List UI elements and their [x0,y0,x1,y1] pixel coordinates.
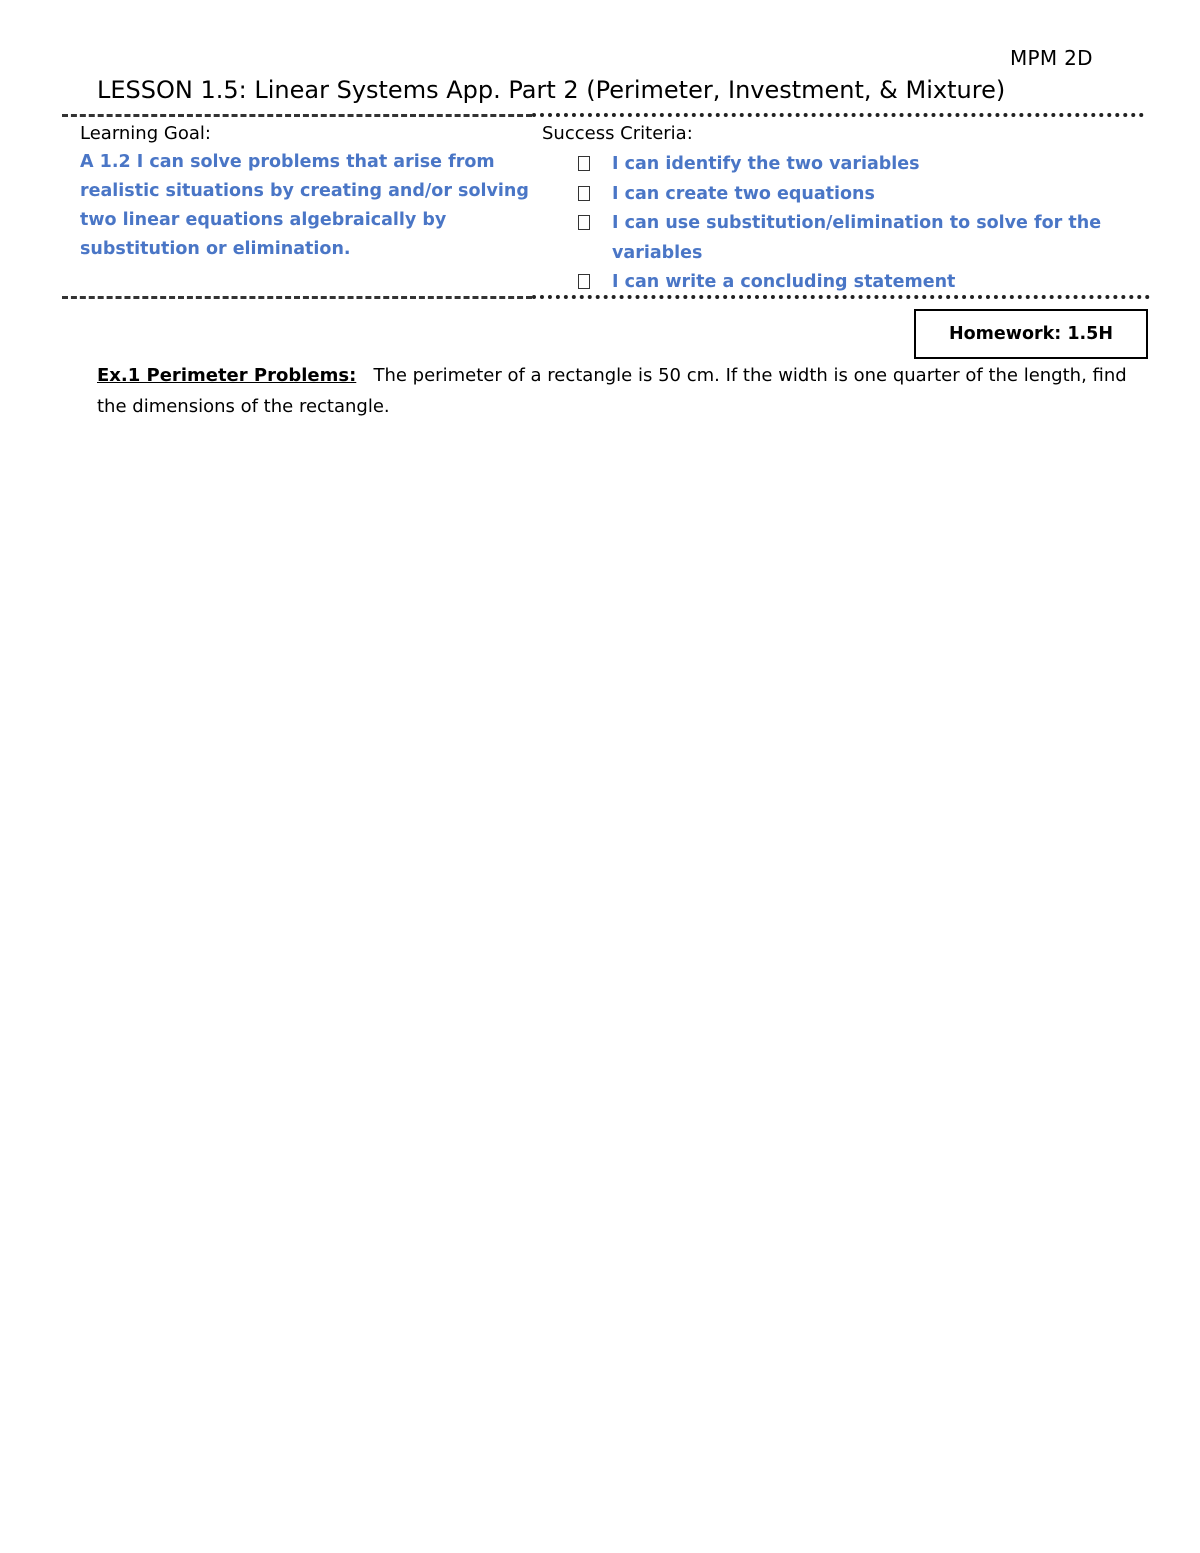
checkbox-icon[interactable] [578,156,590,171]
bottom-divider-dashed [62,296,532,299]
example-1-label: Ex.1 Perimeter Problems: [97,365,357,386]
success-criteria-heading: Success Criteria: [542,123,693,144]
example-1-spacer [362,365,368,386]
criteria-label: I can identify the two variables [612,154,920,174]
criteria-item [576,209,1136,268]
checkbox-icon[interactable] [578,274,590,289]
criteria-item [576,180,1136,210]
lesson-title: LESSON 1.5: Linear Systems App. Part 2 (Perimeter, Investment, & Mixture) [97,76,1006,104]
criteria-label: I can write a concluding statement [612,272,956,292]
top-divider-dashed [62,114,532,117]
homework-label: Homework: 1.5H [949,324,1113,344]
example-1 [97,360,1127,422]
success-criteria-list [576,150,1136,298]
bottom-divider-dotted [532,295,1150,299]
example-1-text: The perimeter of a rectangle is 50 cm. If the width is one quarter of the length, find the dimensions of the rectangle. [97,365,1127,417]
learning-goal-heading: Learning Goal: [80,123,211,144]
criteria-item [576,268,1136,298]
criteria-label: I can create two equations [612,183,875,204]
learning-goal-text: A 1.2 I can solve problems that arise from realistic situations by creating and/or solving two linear equations algebraically by substitution or elimination. [80,152,529,259]
criteria-item [576,150,1136,180]
checkbox-icon[interactable] [578,186,590,201]
checkbox-icon[interactable] [578,215,590,230]
homework-box [914,309,1148,359]
course-code: MPM 2D [1010,46,1093,70]
top-divider-dotted [532,113,1144,117]
criteria-label: I can use substitution/elimination to solve for the variables [612,213,1102,263]
